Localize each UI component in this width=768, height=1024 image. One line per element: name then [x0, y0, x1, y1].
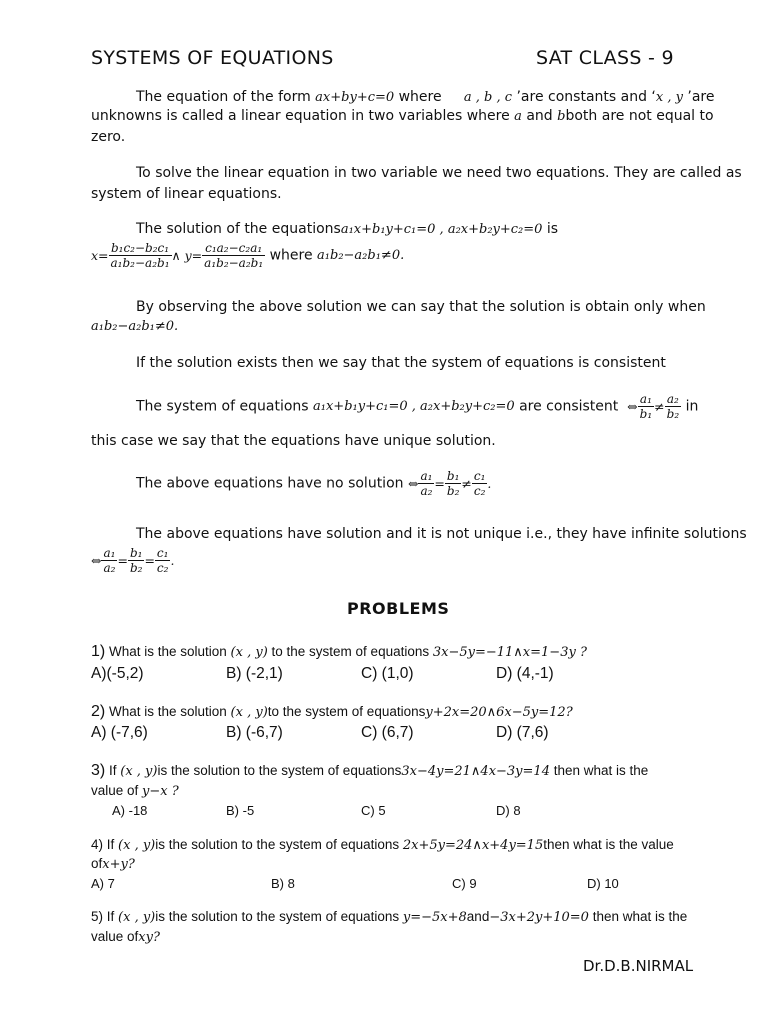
- text-span: If: [103, 909, 119, 924]
- math-span: ∧ y=: [171, 248, 203, 263]
- math-span: y+2x=20∧6x−5y=12?: [425, 705, 573, 720]
- numerator: a₁: [103, 546, 116, 560]
- para2-line-2: system of linear equations.: [91, 186, 282, 202]
- text-span: If: [105, 763, 121, 778]
- text-span: The above equations have no solution: [136, 475, 408, 492]
- question-4: [91, 837, 674, 853]
- math-span: a₁b₂−a₂b₁≠0.: [317, 248, 405, 263]
- para4-line-1: By observing the above solution we can say that the solution is obtain only when: [136, 299, 706, 315]
- question-number: 2): [91, 703, 106, 720]
- text-span: in: [681, 398, 699, 415]
- author-name: Dr.D.B.NIRMAL: [583, 957, 694, 975]
- math-span: a: [514, 109, 522, 124]
- denominator: a₂: [420, 484, 433, 498]
- fraction: [202, 241, 265, 270]
- q2-option-a: A) (-7,6): [91, 724, 148, 741]
- math-span: x=: [91, 248, 109, 263]
- fraction: [472, 469, 488, 498]
- q4-option-b: B) 8: [271, 876, 295, 891]
- question-number: 4): [91, 837, 104, 852]
- numerator: a₂: [665, 392, 682, 407]
- math-span: (x , y): [230, 645, 268, 660]
- numerator: a₁: [420, 469, 433, 483]
- text-span: is the solution to the system of equations: [155, 837, 403, 852]
- question-number: 1): [91, 643, 106, 660]
- q3-option-d: D) 8: [496, 803, 521, 818]
- denominator: b₁: [639, 407, 653, 421]
- math-span: −3x+2y+10=0: [489, 910, 589, 925]
- text-span: are consistent: [514, 398, 623, 415]
- question-3-line-2: [91, 783, 179, 799]
- text-span: ’are: [682, 89, 715, 105]
- intro-line-1: [136, 89, 715, 105]
- fraction: [445, 469, 462, 498]
- text-span: unknowns is called a linear equation in two variables where: [91, 108, 515, 124]
- math-span: ⇔: [627, 399, 638, 414]
- text-span: to the system of equations: [267, 644, 433, 659]
- question-4-line-2: [91, 856, 135, 872]
- math-span: ax+by+c=0: [315, 90, 395, 105]
- numerator: c₁a₂−c₂a₁: [202, 241, 265, 256]
- text-span: value of: [91, 929, 139, 944]
- text-span: and: [466, 909, 490, 924]
- math-span: ⇔: [91, 553, 102, 568]
- class-label: SAT CLASS - 9: [536, 47, 674, 69]
- denominator: b₂: [129, 561, 143, 575]
- question-3: [91, 762, 648, 780]
- text-span: The system of equations: [136, 398, 314, 415]
- text-span: is: [542, 221, 559, 237]
- denominator: a₁b₂−a₂b₁: [204, 256, 264, 270]
- question-1: [91, 643, 587, 661]
- text-span: The solution of the equations: [136, 221, 341, 237]
- math-span: x , y: [655, 90, 683, 105]
- problems-heading: PROBLEMS: [347, 599, 450, 618]
- math-span: a₁x+b₁y+c₁=0 , a₂x+b₂y+c₂=0: [340, 222, 543, 237]
- fraction: [418, 469, 434, 498]
- math-span: 3x−4y=21∧4x−3y=14: [401, 764, 550, 779]
- para6-line-1: [136, 392, 698, 421]
- text-span: then what is the: [588, 909, 688, 924]
- math-span: 3x−5y=−11∧x=1−3y ?: [432, 645, 587, 660]
- fraction: [109, 241, 172, 270]
- para6-line-2: this case we say that the equations have unique solution.: [91, 433, 496, 449]
- text-span: then what is the: [549, 763, 649, 778]
- math-span: (x , y): [118, 910, 156, 925]
- text-span: What is the solution: [105, 644, 231, 659]
- math-span: x+y?: [102, 857, 135, 872]
- denominator: b₂: [446, 484, 460, 498]
- math-span: 2x+5y=24∧x+4y=15: [402, 838, 544, 853]
- fraction: [638, 392, 655, 421]
- para2-line-1: To solve the linear equation in two variable we need two equations. They are called as: [136, 165, 742, 181]
- question-5: [91, 909, 687, 925]
- math-span: =: [117, 553, 128, 568]
- math-span: (x , y): [118, 838, 156, 853]
- q2-option-d: D) (7,6): [496, 724, 549, 741]
- q4-option-d: D) 10: [587, 876, 619, 891]
- math-span: y−x ?: [142, 784, 179, 799]
- page-title: SYSTEMS OF EQUATIONS: [91, 47, 334, 69]
- question-2: [91, 703, 573, 721]
- q1-option-a: A)(-5,2): [91, 665, 144, 682]
- math-span: y=−5x+8: [402, 910, 467, 925]
- q3-option-a: A) -18: [112, 803, 148, 818]
- para8-line-1: The above equations have solution and it is not unique i.e., they have infinite solutions: [136, 526, 747, 542]
- para4-line-2: a₁b₂−a₂b₁≠0.: [91, 319, 179, 334]
- question-number: 3): [91, 762, 106, 779]
- para3-line-1: [136, 221, 558, 237]
- para7-line: [136, 469, 491, 498]
- numerator: b₁: [129, 546, 143, 560]
- math-span: a , b , c: [463, 90, 513, 105]
- math-span: (x , y): [120, 764, 158, 779]
- math-span: =: [144, 553, 155, 568]
- math-span: a₁x+b₁y+c₁=0 , a₂x+b₂y+c₂=0: [313, 399, 515, 414]
- text-span: and: [521, 108, 558, 124]
- text-span: value of: [91, 783, 143, 798]
- q1-option-d: D) (4,-1): [496, 665, 554, 682]
- math-span: .: [487, 476, 492, 491]
- denominator: c₂: [473, 484, 486, 498]
- q4-option-a: A) 7: [91, 876, 115, 891]
- text-span: where: [265, 247, 318, 264]
- math-span: b: [557, 109, 566, 124]
- math-span: ≠: [461, 476, 472, 491]
- question-5-line-2: [91, 929, 160, 945]
- numerator: c₁: [156, 546, 169, 560]
- text-span: is the solution to the system of equations: [157, 763, 402, 778]
- math-span: (x , y): [230, 705, 268, 720]
- numerator: b₁c₂−b₂c₁: [109, 241, 172, 256]
- fraction: [128, 546, 145, 575]
- q2-option-b: B) (-6,7): [226, 724, 283, 741]
- fraction: [665, 392, 682, 421]
- text-span: The equation of the form: [136, 89, 316, 105]
- text-span: If: [103, 837, 119, 852]
- denominator: c₂: [156, 561, 169, 575]
- math-span: ≠: [654, 399, 665, 414]
- text-span: where: [394, 89, 447, 105]
- q1-option-b: B) (-2,1): [226, 665, 283, 682]
- numerator: c₁: [473, 469, 486, 483]
- q4-option-c: C) 9: [452, 876, 477, 891]
- math-span: .: [170, 553, 175, 568]
- text-span: What is the solution: [105, 704, 231, 719]
- q2-option-c: C) (6,7): [361, 724, 414, 741]
- intro-line-2: [91, 108, 714, 124]
- fraction: [155, 546, 171, 575]
- question-number: 5): [91, 909, 104, 924]
- math-span: =: [434, 476, 445, 491]
- text-span: of: [91, 856, 103, 871]
- numerator: b₁: [446, 469, 460, 483]
- text-span: ’are constants and ‘: [512, 89, 656, 105]
- denominator: a₂: [103, 561, 116, 575]
- text-span: both are not equal to: [565, 108, 714, 124]
- q1-option-c: C) (1,0): [361, 665, 414, 682]
- math-span: ⇔: [407, 476, 419, 491]
- intro-line-3: zero.: [91, 129, 126, 145]
- numerator: a₁: [638, 392, 655, 407]
- para8-line-2: [91, 546, 174, 575]
- denominator: a₁b₂−a₂b₁: [110, 256, 170, 270]
- q3-option-b: B) -5: [226, 803, 255, 818]
- denominator: b₂: [666, 407, 680, 421]
- math-span: xy?: [138, 930, 160, 945]
- para5-line: If the solution exists then we say that the system of equations is consistent: [136, 355, 666, 371]
- q3-option-c: C) 5: [361, 803, 386, 818]
- text-span: is the solution to the system of equations: [155, 909, 403, 924]
- fraction: [101, 546, 117, 575]
- text-span: then what is the value: [543, 837, 674, 852]
- text-span: to the system of equations: [267, 704, 426, 719]
- solution-formula: [91, 241, 404, 270]
